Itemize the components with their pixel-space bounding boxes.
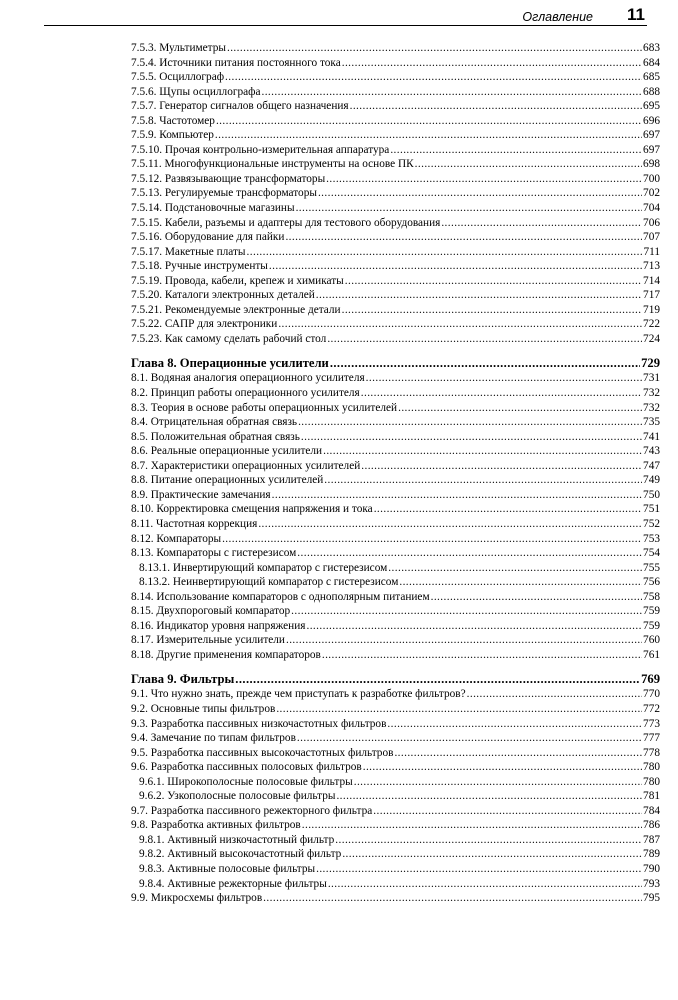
dot-leader <box>387 717 642 732</box>
toc-entry-page: 702 <box>643 187 660 200</box>
dot-leader <box>306 619 642 634</box>
dot-leader <box>272 488 642 503</box>
dot-leader <box>235 671 640 687</box>
dot-leader <box>361 386 642 401</box>
toc-entry-page: 795 <box>643 892 660 905</box>
toc-entry-page: 749 <box>643 474 660 487</box>
toc-entry <box>131 371 660 386</box>
toc-entry-title: 8.10. Корректировка смещения напряжения и тока <box>131 503 373 516</box>
toc-entry-title: 9.6.1. Широкополосные полосовые фильтры <box>139 775 353 788</box>
dot-leader <box>354 775 642 790</box>
toc-entry-page: 773 <box>643 717 660 730</box>
toc-entry <box>131 401 660 416</box>
dot-leader <box>285 230 642 245</box>
toc-entry <box>131 415 660 430</box>
dot-leader <box>316 288 642 303</box>
toc-entry-title: 9.2. Основные типы фильтров <box>131 702 276 715</box>
toc-entry-page: 784 <box>643 804 660 817</box>
toc-entry-page: 777 <box>643 732 660 745</box>
toc-entry <box>131 201 660 216</box>
toc-entry <box>131 274 660 289</box>
toc-entry-title: 8.1. Водяная аналогия операционного усилителя <box>131 372 365 385</box>
toc-entry-page: 769 <box>641 672 660 687</box>
toc-entry-title: 7.5.12. Развязывающие трансформаторы <box>131 172 326 185</box>
toc-entry <box>131 517 660 532</box>
dot-leader <box>328 877 642 892</box>
toc-entry-title: 8.5. Положительная обратная связь <box>131 430 300 443</box>
toc-entry <box>131 128 660 143</box>
toc-entry-title: 8.15. Двухпороговый компаратор <box>131 605 291 618</box>
toc-entry-title: 9.9. Микросхемы фильтров <box>131 892 263 905</box>
toc-entry-title: 8.2. Принцип работы операционного усилителя <box>131 387 360 400</box>
toc-entry <box>131 488 660 503</box>
toc-entry-page: 697 <box>643 129 660 142</box>
toc-entry-title: 7.5.16. Оборудование для пайки <box>131 231 285 244</box>
dot-leader <box>225 70 642 85</box>
toc-entry-title: 8.18. Другие применения компараторов <box>131 648 321 661</box>
toc-entry-page: 759 <box>643 619 660 632</box>
toc-entry-page: 747 <box>643 459 660 472</box>
toc-entry <box>131 41 660 56</box>
toc-entry <box>131 114 660 129</box>
toc-entry-title: 7.5.17. Макетные платы <box>131 245 246 258</box>
toc-entry-page: 761 <box>643 648 660 661</box>
dot-leader <box>278 317 642 332</box>
toc-entry-title: 8.4. Отрицательная обратная связь <box>131 416 298 429</box>
toc-entry-title: 7.5.15. Кабели, разъемы и адаптеры для тестового оборудования <box>131 216 441 229</box>
toc-entry <box>131 172 660 187</box>
toc-entry <box>131 186 660 201</box>
page-number: 11 <box>627 5 645 24</box>
toc-entry-page: 695 <box>643 100 660 113</box>
toc-entry-title: 7.5.18. Ручные инструменты <box>131 260 268 273</box>
toc-entry <box>131 847 660 862</box>
toc-entry-page: 700 <box>643 172 660 185</box>
dot-leader <box>394 746 642 761</box>
toc-entry-page: 684 <box>643 56 660 69</box>
toc-entry-title: Глава 9. Фильтры <box>131 672 235 687</box>
toc-entry-page: 697 <box>643 143 660 156</box>
dot-leader <box>342 847 642 862</box>
toc-entry-title: 7.5.19. Провода, кабели, крепеж и химикаты <box>131 274 344 287</box>
toc-entry <box>131 561 660 576</box>
toc-entry-page: 698 <box>643 158 660 171</box>
toc-entry <box>131 862 660 877</box>
dot-leader <box>467 687 642 702</box>
toc-entry <box>131 648 660 663</box>
toc-entry-page: 732 <box>643 387 660 400</box>
toc-entry-page: 685 <box>643 71 660 84</box>
toc-entry-page: 787 <box>643 833 660 846</box>
toc-entry <box>131 99 660 114</box>
toc-entry <box>131 789 660 804</box>
toc-entry-title: 8.17. Измерительные усилители <box>131 634 285 647</box>
toc-entry-title: 8.8. Питание операционных усилителей <box>131 474 324 487</box>
toc-entry-title: 9.8.2. Активный высокочастотный фильтр <box>139 848 342 861</box>
dot-leader <box>302 818 642 833</box>
dot-leader <box>342 303 642 318</box>
dot-leader <box>216 114 642 129</box>
dot-leader <box>335 833 642 848</box>
toc-chapter <box>131 355 660 371</box>
toc-entry-title: 9.8.4. Активные режекторные фильтры <box>139 877 327 890</box>
toc-chapter <box>131 671 660 687</box>
toc-entry-title: 9.8. Разработка активных фильтров <box>131 819 301 832</box>
toc-entry-page: 755 <box>643 561 660 574</box>
toc-entry-page: 729 <box>641 356 660 371</box>
toc-entry <box>131 633 660 648</box>
toc-entry <box>131 877 660 892</box>
dot-leader <box>441 216 642 231</box>
dot-leader <box>247 245 643 260</box>
toc-entry-page: 759 <box>643 605 660 618</box>
dot-leader <box>431 590 642 605</box>
toc-entry-page: 781 <box>643 790 660 803</box>
toc-entry <box>131 317 660 332</box>
dot-leader <box>286 633 642 648</box>
toc-entry-page: 711 <box>643 245 660 258</box>
dot-leader <box>336 789 642 804</box>
toc-entry <box>131 717 660 732</box>
toc-entry-page: 741 <box>643 430 660 443</box>
toc-entry-title: 8.7. Характеристики операционных усилителей <box>131 459 361 472</box>
toc-entry-title: 7.5.13. Регулируемые трансформаторы <box>131 187 317 200</box>
toc-entry-page: 724 <box>643 332 660 345</box>
toc-entry <box>131 891 660 906</box>
toc-entry-page: 778 <box>643 746 660 759</box>
toc-entry-page: 790 <box>643 862 660 875</box>
toc-entry-title: 8.12. Компараторы <box>131 532 222 545</box>
toc-entry-page: 719 <box>643 303 660 316</box>
toc-entry-page: 704 <box>643 202 660 215</box>
dot-leader <box>324 473 642 488</box>
toc-entry <box>131 702 660 717</box>
toc-entry-page: 758 <box>643 590 660 603</box>
toc-entry-title: 8.6. Реальные операционные усилители <box>131 445 323 458</box>
dot-leader <box>399 575 642 590</box>
toc-entry-title: 7.5.8. Частотомер <box>131 114 215 127</box>
toc-entry-title: 9.8.3. Активные полосовые фильтры <box>139 862 316 875</box>
dot-leader <box>345 274 642 289</box>
toc-entry-page: 713 <box>643 260 660 273</box>
toc-entry-page: 696 <box>643 114 660 127</box>
dot-leader <box>276 702 642 717</box>
toc-entry-page: 751 <box>643 503 660 516</box>
toc-entry <box>131 85 660 100</box>
toc-entry-page: 793 <box>643 877 660 890</box>
dot-leader <box>318 186 642 201</box>
dot-leader <box>388 561 642 576</box>
toc-entry-title: 7.5.4. Источники питания постоянного тока <box>131 56 341 69</box>
toc-entry-title: 7.5.11. Многофункциональные инструменты на основе ПК <box>131 158 414 171</box>
toc-entry-page: 707 <box>643 231 660 244</box>
toc-entry <box>131 502 660 517</box>
toc-entry <box>131 731 660 746</box>
toc-entry-page: 750 <box>643 488 660 501</box>
toc-entry-title: 9.6.2. Узкополосные полосовые фильтры <box>139 790 336 803</box>
dot-leader <box>222 532 642 547</box>
toc-entry-page: 743 <box>643 445 660 458</box>
dot-leader <box>296 201 642 216</box>
toc-entry-title: 9.7. Разработка пассивного режекторного фильтра <box>131 804 373 817</box>
toc-entry-title: 8.13. Компараторы с гистерезисом <box>131 547 297 560</box>
toc-entry-page: 731 <box>643 372 660 385</box>
toc-entry <box>131 604 660 619</box>
toc-entry-title: 7.5.21. Рекомендуемые электронные детали <box>131 303 341 316</box>
toc-entry <box>131 332 660 347</box>
dot-leader <box>297 546 642 561</box>
toc-entry-title: 9.4. Замечание по типам фильтров <box>131 732 296 745</box>
toc-entry <box>131 230 660 245</box>
toc-entry <box>131 473 660 488</box>
dot-leader <box>322 648 642 663</box>
toc-entry <box>131 430 660 445</box>
toc-entry-page: 786 <box>643 819 660 832</box>
toc-entry-page: 735 <box>643 416 660 429</box>
toc-entry <box>131 532 660 547</box>
toc-entry-title: 8.14. Использование компараторов с однополярным питанием <box>131 590 430 603</box>
toc-entry <box>131 760 660 775</box>
dot-leader <box>326 172 642 187</box>
toc-entry-title: 9.3. Разработка пассивных низкочастотных фильтров <box>131 717 387 730</box>
toc-entry <box>131 590 660 605</box>
dot-leader <box>301 430 642 445</box>
toc-entry-page: 732 <box>643 401 660 414</box>
running-title: Оглавление <box>522 10 593 24</box>
dot-leader <box>342 56 642 71</box>
table-of-contents <box>131 41 660 906</box>
toc-entry <box>131 546 660 561</box>
toc-entry <box>131 288 660 303</box>
toc-entry-title: 7.5.9. Компьютер <box>131 129 214 142</box>
dot-leader <box>323 444 642 459</box>
dot-leader <box>373 804 642 819</box>
dot-leader <box>398 401 642 416</box>
toc-entry <box>131 804 660 819</box>
dot-leader <box>374 502 642 517</box>
dot-leader <box>316 862 642 877</box>
toc-entry-title: 7.5.20. Каталоги электронных деталей <box>131 289 315 302</box>
toc-entry-title: 9.8.1. Активный низкочастотный фильтр <box>139 833 335 846</box>
toc-entry <box>131 245 660 260</box>
dot-leader <box>361 459 642 474</box>
toc-entry-title: 7.5.5. Осциллограф <box>131 71 225 84</box>
dot-leader <box>258 517 642 532</box>
toc-entry <box>131 70 660 85</box>
toc-entry-title: 9.1. Что нужно знать, прежде чем приступать к разработке фильтров? <box>131 688 466 701</box>
toc-entry-page: 688 <box>643 85 660 98</box>
toc-entry-title: Глава 8. Операционные усилители <box>131 356 329 371</box>
dot-leader <box>327 332 642 347</box>
toc-entry-page: 754 <box>643 547 660 560</box>
dot-leader <box>298 415 642 430</box>
toc-entry-page: 770 <box>643 688 660 701</box>
toc-entry-title: 9.5. Разработка пассивных высокочастотных фильтров <box>131 746 394 759</box>
toc-entry-title: 8.16. Индикатор уровня напряжения <box>131 619 306 632</box>
dot-leader <box>227 41 642 56</box>
toc-entry-title: 7.5.3. Мультиметры <box>131 42 226 54</box>
toc-entry-title: 7.5.6. Щупы осциллографа <box>131 85 261 98</box>
toc-entry <box>131 459 660 474</box>
toc-entry <box>131 619 660 634</box>
dot-leader <box>390 143 642 158</box>
toc-entry-title: 9.6. Разработка пассивных полосовых фильтров <box>131 761 362 774</box>
toc-entry-page: 760 <box>643 634 660 647</box>
dot-leader <box>363 760 642 775</box>
toc-entry <box>131 746 660 761</box>
toc-entry <box>131 687 660 702</box>
toc-entry-page: 772 <box>643 702 660 715</box>
page-header <box>44 6 647 26</box>
toc-entry-title: 8.13.1. Инвертирующий компаратор с гистерезисом <box>139 561 388 574</box>
toc-entry-page: 683 <box>643 42 660 54</box>
toc-entry-page: 717 <box>643 289 660 302</box>
toc-entry-title: 7.5.22. САПР для электроники <box>131 318 278 331</box>
dot-leader <box>261 85 642 100</box>
toc-entry <box>131 56 660 71</box>
toc-entry <box>131 775 660 790</box>
toc-entry-page: 722 <box>643 318 660 331</box>
dot-leader <box>269 259 642 274</box>
dot-leader <box>263 891 642 906</box>
toc-entry-page: 714 <box>643 274 660 287</box>
toc-entry <box>131 444 660 459</box>
toc-entry-page: 780 <box>643 761 660 774</box>
toc-entry <box>131 143 660 158</box>
dot-leader <box>291 604 642 619</box>
toc-entry <box>131 386 660 401</box>
toc-entry <box>131 818 660 833</box>
toc-entry <box>131 259 660 274</box>
toc-entry-title: 8.3. Теория в основе работы операционных усилителей <box>131 401 398 414</box>
dot-leader <box>297 731 642 746</box>
toc-entry <box>131 303 660 318</box>
toc-entry-page: 753 <box>643 532 660 545</box>
dot-leader <box>330 355 640 371</box>
toc-entry-title: 7.5.14. Подстановочные магазины <box>131 202 295 215</box>
toc-entry <box>131 833 660 848</box>
toc-entry <box>131 216 660 231</box>
toc-entry-page: 706 <box>643 216 660 229</box>
toc-entry-page: 789 <box>643 848 660 861</box>
toc-entry-page: 780 <box>643 775 660 788</box>
dot-leader <box>415 157 642 172</box>
toc-entry-title: 7.5.10. Прочая контрольно-измерительная аппаратура <box>131 143 390 156</box>
toc-entry-page: 752 <box>643 517 660 530</box>
toc-entry <box>131 157 660 172</box>
toc-entry-title: 8.9. Практические замечания <box>131 488 271 501</box>
toc-entry-title: 7.5.23. Как самому сделать рабочий стол <box>131 332 327 345</box>
dot-leader <box>350 99 642 114</box>
dot-leader <box>215 128 642 143</box>
toc-entry <box>131 575 660 590</box>
toc-entry-title: 7.5.7. Генератор сигналов общего назначения <box>131 100 349 113</box>
toc-entry-title: 8.11. Частотная коррекция <box>131 517 258 530</box>
dot-leader <box>366 371 642 386</box>
toc-entry-page: 756 <box>643 576 660 589</box>
toc-entry-title: 8.13.2. Неинвертирующий компаратор с гистерезисом <box>139 576 399 589</box>
